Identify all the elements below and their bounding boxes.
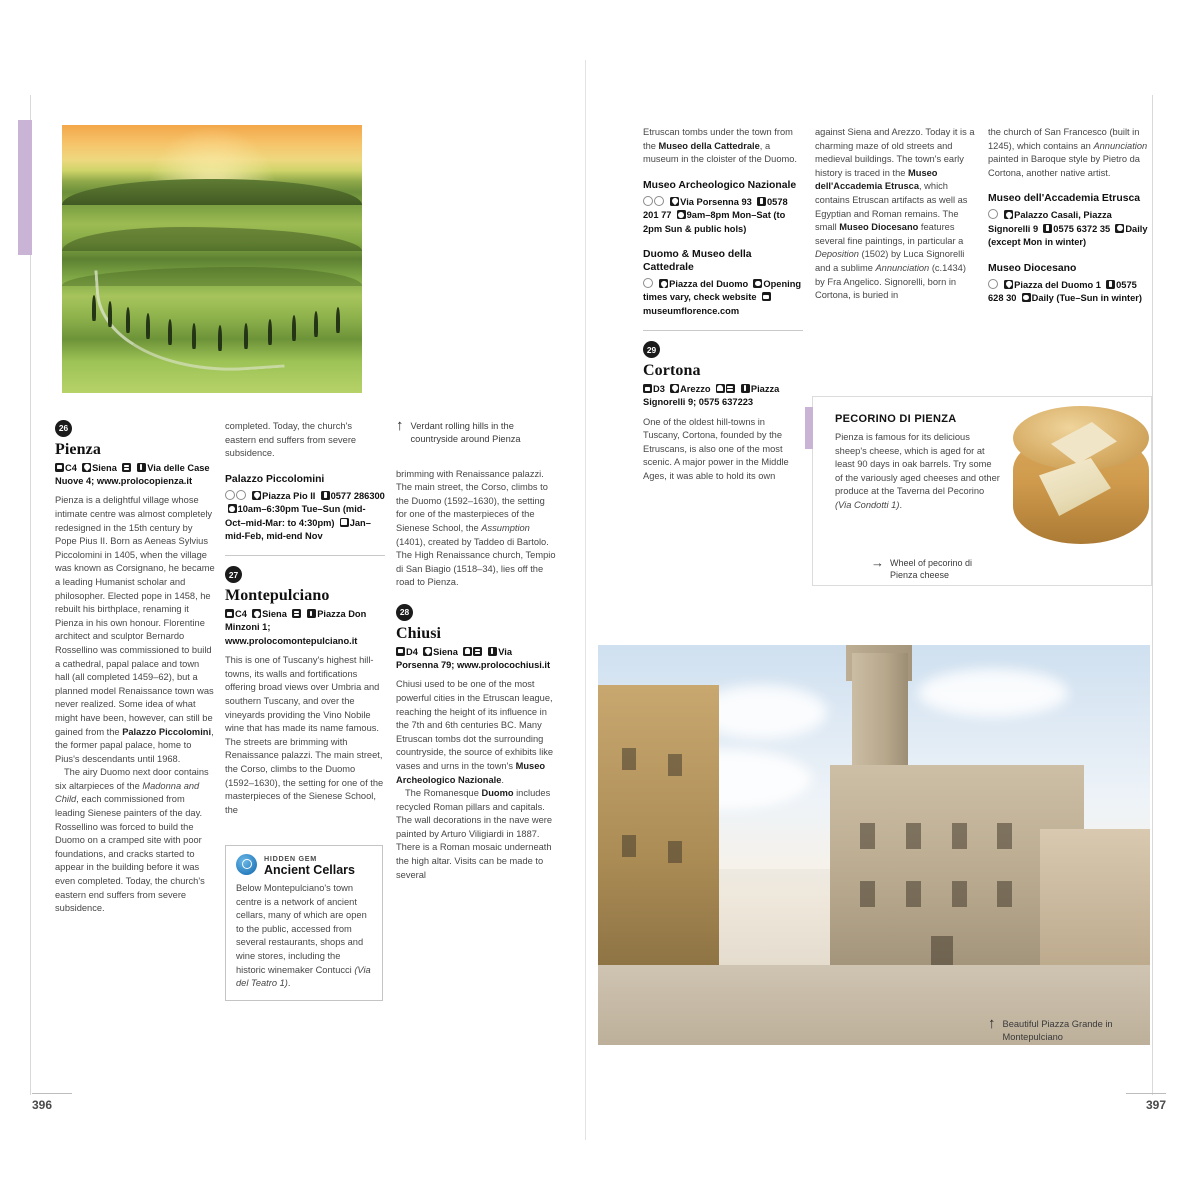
phone-icon: [1043, 224, 1052, 233]
map-ref: D4: [406, 646, 418, 657]
sight-meta-cortona: [643, 383, 803, 410]
photo-tuscan-hills: [62, 125, 362, 393]
phone-icon: [757, 197, 766, 206]
photo-piazza-grande: [598, 645, 1150, 1045]
caption-piazza: [988, 1015, 1138, 1044]
nearest-town: Siena: [262, 609, 287, 619]
listing-title-museo-diocesano: Museo Diocesano: [988, 262, 1077, 274]
listing-title-museo-archeologico: Museo Archeologico Nazionale: [643, 179, 797, 191]
photo-cypress: [314, 311, 318, 337]
page-number-right: 397: [1145, 1098, 1166, 1112]
cortona-body-2: against Siena and Arezzo. Today it is a charming maze of old streets and medieval buildings. The town's early history is traced in the Museo dell'Accademia Etrusca, which contains Etruscan artifacts as well as Egyptian and Roman remains. The small Museo Diocesano features several fine paintings, in particular a Deposition (1502) by Luca Signorelli and a sublime Annunciation (c.1434) by Fra Angelico. Signorelli, born in Cortona, is buried in: [815, 127, 975, 301]
pienza-continued: completed. Today, the church's eastern end suffers from severe subsidence.: [225, 421, 357, 459]
feature-body: Pienza is famous for its delicious sheep's cheese, which is aged for at least 90 days in oak barrels. Try some of the variously aged cheeses and other produce at the Taverna del Pecorino (Via Condotti 1).: [835, 432, 1000, 510]
info-icon: [137, 463, 146, 472]
map-icon: [643, 384, 652, 393]
photo-field-band: [62, 227, 362, 251]
clock-icon: [228, 504, 237, 513]
location-pin-icon: [252, 491, 261, 500]
no-photo-icon: [236, 490, 246, 500]
address: Piazza del Duomo 1: [1014, 279, 1101, 290]
photo-cypress: [92, 295, 96, 321]
sight-number-29: 29: [643, 341, 660, 358]
column-5: [815, 126, 975, 303]
info-icon: [741, 384, 750, 393]
cortona-body-3: the church of San Francesco (built in 1245), which contains an Annunciation painted in Baroque style by Pietro da Cortona, another native artist.: [988, 127, 1148, 178]
photo-window: [952, 881, 967, 907]
photo-cypress: [268, 319, 272, 345]
bus-icon: [292, 609, 301, 618]
photo-window: [860, 881, 875, 907]
feature-accent-bar: [805, 407, 813, 449]
address: Piazza del Duomo: [669, 279, 749, 289]
feature-title: PECORINO DI PIENZA: [835, 413, 957, 425]
info-icon: [488, 647, 497, 656]
column-4: [643, 126, 803, 484]
clock-icon: [1022, 293, 1031, 302]
location-pin-icon: [659, 279, 668, 288]
map-ref: D3: [653, 383, 665, 394]
nearest-town: Siena: [92, 462, 117, 473]
phone-icon: [1106, 280, 1115, 289]
caption-cheese: [871, 557, 1001, 581]
photo-window: [997, 881, 1012, 907]
caption-hills: [396, 417, 556, 446]
photo-left-building: [598, 685, 719, 973]
map-ref: C4: [235, 609, 247, 619]
caption-cheese-text: Wheel of pecorino di Pienza cheese: [890, 558, 973, 580]
bus-icon: [473, 647, 482, 656]
sight-number-28: 28: [396, 604, 413, 621]
photo-window: [997, 823, 1012, 849]
accessibility-icon: [988, 209, 998, 219]
listing-meta-palazzo-piccolomini: [225, 489, 385, 544]
page-number-left: 396: [32, 1098, 53, 1112]
tourist-info: Via delle Case Nuove 4; www.prolocopienza.it: [55, 462, 210, 486]
folio-rule-left: [32, 1093, 72, 1094]
photo-cypress: [336, 307, 340, 333]
page-title-cortona: Cortona: [643, 362, 701, 380]
photo-window: [622, 748, 636, 770]
accessibility-icon: [988, 279, 998, 289]
column-6: [988, 126, 1150, 311]
photo-cypress: [218, 325, 222, 351]
location-pin-icon: [252, 609, 261, 618]
location-pin-icon: [82, 463, 91, 472]
clock-icon: [1115, 224, 1124, 233]
location-pin-icon: [1004, 280, 1013, 289]
phone: 0577 286300: [330, 490, 385, 501]
chapter-color-tab: [18, 120, 32, 255]
chiusi-body-1: Chiusi used to be one of the most powerful cities in the Etruscan league, reaching the height of its influence in the 7th and 6th centuries BC. Many Etruscan tombs dot the surrounding countryside, the source of exhibits like vases and urns in the town's Museo Archeologico Nazionale.: [396, 679, 554, 785]
hidden-gem-body: Below Montepulciano's town centre is a network of ancient cellars, many of which are open to the public, accessed from several restaurants, shops and wine stores, including the historic winemaker Contucci (Via del Teatro 1).: [236, 883, 371, 989]
address: Palazzo Casali, Piazza Signorelli 9: [988, 210, 1112, 234]
bus-icon: [122, 463, 131, 472]
folio-rule-right: [1126, 1093, 1166, 1094]
hours: 10am–6:30pm Tue–Sun (mid-Oct–mid-Mar: to 4:30pm): [225, 504, 366, 528]
page-title-montepulciano: Montepulciano: [225, 587, 330, 605]
right-page-edge: [1152, 95, 1153, 1095]
arrow-up-icon: ↑: [396, 417, 404, 434]
montepulciano-body: This is one of Tuscany's highest hill-towns, its walls and fortifications offering broad views over Umbria and southern Tuscany, and over the vineyards providing the Vino Nobile wine that has made its name famous. The streets are brimming with Renaissance palazzi. The main street, the Corso, climbs to the Duomo (1592–1630), the setting for one of the masterpieces of the Sienese School, the: [225, 655, 384, 815]
listing-title-palazzo-piccolomini: Palazzo Piccolomini: [225, 473, 325, 485]
caption-hills-text: Verdant rolling hills in the countryside around Pienza: [410, 421, 521, 444]
page-title-chiusi: Chiusi: [396, 624, 442, 642]
map-icon: [55, 463, 64, 472]
sight-number-27: 27: [225, 566, 242, 583]
page-spine: [585, 60, 586, 1140]
website: museumflorence.com: [643, 305, 740, 316]
accessibility-icon: [225, 490, 235, 500]
hidden-gem-header: [236, 854, 372, 877]
hidden-gem-title: Ancient Cellars: [264, 863, 356, 877]
sight-number-26: 26: [55, 420, 72, 437]
listing-title-duomo-museo: Duomo & Museo della Cattedrale: [643, 249, 752, 273]
pienza-body-1: Pienza is a delightful village whose intimate centre was almost completely redesigned in the 15th century by Pope Pius II. Born as Aeneas Sylvius Piccolomini in 1405, when the village was known as Corsignano, he became a leading Humanist scholar and philosopher. Elected pope in 1458, he rebuilt his birthplace, renaming it Pienza in his own honour. Florentine architect and sculptor Bernardo Rossellino was commissioned to build a cathedral, papal palace and town hall (all completed 1459–62), but a planned model Renaissance town was never realized. Some idea of what might have been, however, can still be gained from the Palazzo Piccolomini, the former papal palace, home to Pius's descendants until 1968.: [55, 495, 215, 764]
column-2-top: [225, 420, 385, 817]
phone: 0575 6372 35: [1053, 223, 1111, 234]
photo-window: [860, 823, 875, 849]
location-pin-icon: [1004, 210, 1013, 219]
montepulciano-continued: brimming with Renaissance palazzi. The main street, the Corso, climbs to the Duomo (1592–1630), the setting for one of the masterpieces of the Sienese School, the Assumption (1401), created by Taddeo di Bartolo. The High Renaissance church, Tempio di San Biagio (1518–34), lies off the road to Pienza.: [396, 468, 556, 588]
hours: 9am–8pm Mon–Sat (to 2pm Sun & public hols): [643, 210, 786, 234]
column-1: [55, 420, 215, 916]
listing-meta-museo-archeologico: [643, 195, 803, 236]
photo-cypress: [292, 315, 296, 341]
sight-meta-montepulciano: [225, 608, 385, 648]
train-icon: [463, 647, 472, 656]
photo-cypress: [108, 301, 112, 327]
closed: Jan–mid-Feb, mid-end Nov: [225, 517, 371, 541]
section-divider: [225, 555, 385, 556]
photo-right-building: [1040, 829, 1150, 973]
photo-cypress: [192, 323, 196, 349]
accessibility-icon: [643, 278, 653, 288]
nearest-town: Siena: [433, 646, 458, 657]
clock-icon: [677, 210, 686, 219]
listing-meta-accademia-etrusca: [988, 208, 1150, 249]
listing-meta-duomo-museo: [643, 277, 803, 318]
hours: Opening times vary, check website: [643, 279, 802, 303]
sight-meta-pienza: [55, 462, 215, 489]
tourist-info: Via Porsenna 79; www.prolocochiusi.it: [396, 646, 551, 670]
accessibility-icon: [643, 196, 653, 206]
hidden-gem-icon: [236, 854, 257, 875]
sight-meta-chiusi: [396, 646, 556, 673]
address: Via Porsenna 93: [680, 196, 752, 207]
photo-cypress: [168, 319, 172, 345]
photo-ridge: [62, 179, 362, 206]
photo-window: [906, 823, 921, 849]
location-pin-icon: [670, 197, 679, 206]
phone: 0578 201 77: [643, 196, 788, 221]
map-icon: [396, 647, 405, 656]
chiusi-body-2: The Romanesque Duomo includes recycled Roman pillars and capitals. The wall decorations in the nave were painted by Arturo Viligiardi in 1887. There is a Roman mosaic underneath the high altar. Visits can be made to several: [396, 788, 553, 880]
phone-icon: [321, 491, 330, 500]
tourist-info: Piazza Signorelli 9; 0575 637223: [643, 383, 780, 408]
hidden-gem-box: [225, 845, 383, 1001]
cortona-body-1: One of the oldest hill-towns in Tuscany, Cortona, founded by the Etruscans, is also one of the most scenic. A major power in the Middle Ages, it was able to hold its own: [643, 416, 789, 481]
photo-cypress: [146, 313, 150, 339]
tourist-info: Piazza Don Minzoni 1; www.prolocomontepulciano.it: [225, 609, 367, 646]
website-icon: [762, 292, 771, 301]
photo-cloud: [918, 669, 1068, 717]
location-pin-icon: [670, 384, 679, 393]
arrow-right-icon: →: [871, 555, 884, 570]
listing-meta-museo-diocesano: [988, 278, 1150, 306]
photo-pecorino-wheel: [1005, 400, 1157, 575]
location-pin-icon: [423, 647, 432, 656]
photo-window: [906, 881, 921, 907]
caption-piazza-text: Beautiful Piazza Grande in Montepulciano: [1002, 1019, 1113, 1042]
chiusi-continued: Etruscan tombs under the town from the Museo della Cattedrale, a museum in the cloister of the Duomo.: [643, 127, 797, 165]
column-3: [396, 417, 556, 882]
photo-window: [668, 841, 682, 863]
photo-window: [952, 823, 967, 849]
clock-icon: [753, 279, 762, 288]
section-divider: [643, 330, 803, 331]
info-icon: [307, 609, 316, 618]
phone: 0575 628 30: [988, 279, 1137, 303]
listing-title-accademia-etrusca: Museo dell'Accademia Etrusca: [988, 193, 1141, 205]
no-photo-icon: [654, 196, 664, 206]
pienza-body-2: The airy Duomo next door contains six altarpieces of the Madonna and Child, each commissioned from leading Sienese painters of the day. Rossellino was forced to build the Duomo on a cramped site with poor foundations, and cracks started to appear in the building before it was even completed. Today, the church's eastern end suffers from severe subsidence.: [55, 767, 209, 914]
bus-icon: [726, 384, 735, 393]
photo-cypress: [244, 323, 248, 349]
nearest-town: Arezzo: [680, 383, 711, 394]
photo-window: [668, 754, 682, 776]
photo-cypress: [126, 307, 130, 333]
train-icon: [716, 384, 725, 393]
address: Piazza Pio II: [262, 490, 316, 501]
page-title-pienza: Pienza: [55, 441, 101, 458]
photo-window: [622, 835, 636, 857]
arrow-up-icon: ↑: [988, 1015, 996, 1032]
hours: Daily (except Mon in winter): [988, 223, 1148, 248]
map-icon: [225, 609, 234, 618]
photo-winding-road: [94, 258, 284, 381]
hidden-gem-kicker: HIDDEN GEM: [264, 854, 317, 863]
hours: Daily (Tue–Sun in winter): [1031, 293, 1142, 303]
map-ref: C4: [65, 462, 77, 473]
closed-icon: [340, 518, 349, 527]
